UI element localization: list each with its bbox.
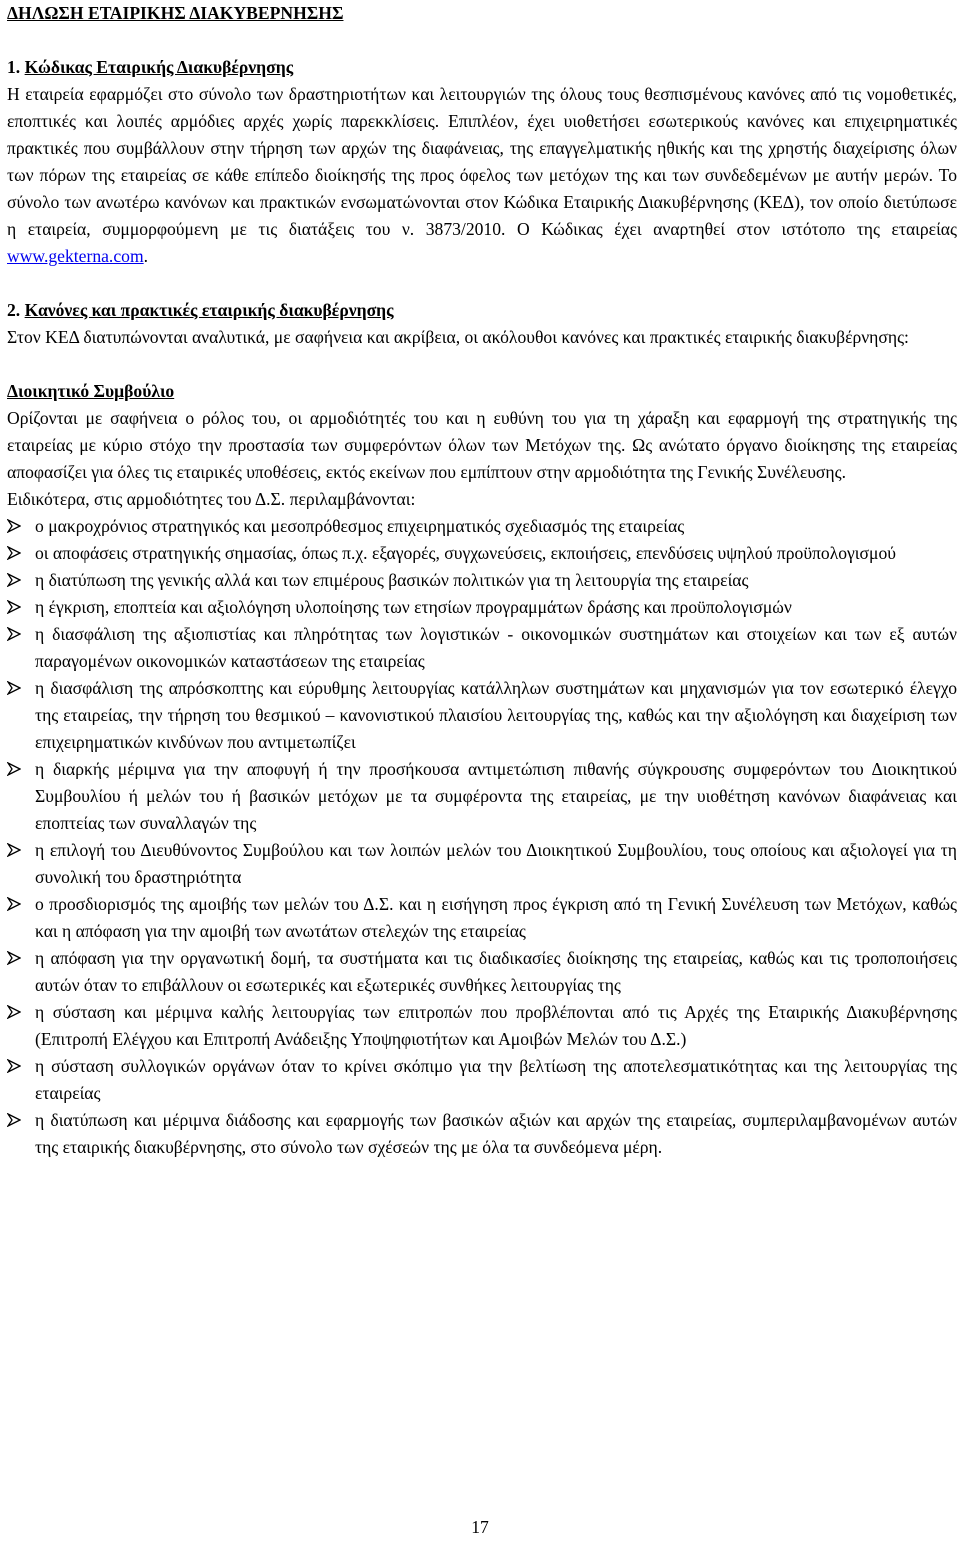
list-item bbox=[7, 1053, 957, 1107]
list-item-text: η διατύπωση της γενικής αλλά και των επιμέρους βασικών πολιτικών για τη λειτουργία της εταιρείας bbox=[35, 570, 749, 590]
company-website-link[interactable]: www.gekterna.com bbox=[7, 246, 144, 266]
list-item bbox=[7, 540, 957, 567]
arrowhead-bullet-icon bbox=[7, 600, 21, 614]
arrowhead-bullet-icon bbox=[7, 951, 21, 965]
list-item-text: η διασφάλιση της απρόσκοπτης και εύρυθμης λειτουργίας κατάλληλων συστημάτων και μηχανισμών για τον εσωτερικό έλεγχο της εταιρείας, την τήρηση του θεσμικού – κανονιστικού πλαισίου λειτουργίας της, καθώς και την αξιολόγηση και διαχείριση των επιχειρηματικών κινδύνων που αντιμετωπίζει bbox=[35, 678, 957, 752]
list-item-text: η σύσταση συλλογικών οργάνων όταν το κρίνει σκόπιμο για την βελτίωση της αποτελεσματικότητας και της λειτουργίας της εταιρείας bbox=[35, 1056, 957, 1103]
list-item-text: ο προσδιορισμός της αμοιβής των μελών του Δ.Σ. και η εισήγηση προς έγκριση από τη Γενική Συνέλευση των Μετόχων, καθώς και η απόφαση για την αμοιβή των ανωτάτων στελεχών της εταιρείας bbox=[35, 894, 957, 941]
list-item bbox=[7, 999, 957, 1053]
list-item bbox=[7, 891, 957, 945]
section-1-title: Κώδικας Εταιρικής Διακυβέρνησης bbox=[24, 57, 294, 77]
list-item-text: η διατύπωση και μέριμνα διάδοσης και εφαρμογής των βασικών αξιών και αρχών της εταιρείας, συμπεριλαμβανομένων αυτών της εταιρικής διακυβέρνησης, στο σύνολο των σχέσεών της με όλα τα συνδεόμενα μέρη. bbox=[35, 1110, 957, 1157]
list-item bbox=[7, 837, 957, 891]
list-item-text: η απόφαση για την οργανωτική δομή, τα συστήματα και τις διαδικασίες διοίκησης της εταιρείας, καθώς και τις τροποποιήσεις αυτών όταν το επιβάλλουν οι εσωτερικές και εξωτερικές συνθήκες λειτουργίας της bbox=[35, 948, 957, 995]
section-2-heading bbox=[7, 297, 957, 324]
arrowhead-bullet-icon bbox=[7, 573, 21, 587]
arrowhead-bullet-icon bbox=[7, 897, 21, 911]
list-item-text: η έγκριση, εποπτεία και αξιολόγηση υλοποίησης των ετησίων προγραμμάτων δράσης και προϋπολογισμών bbox=[35, 597, 792, 617]
arrowhead-bullet-icon bbox=[7, 681, 21, 695]
section-2-paragraph: Στον ΚΕΔ διατυπώνονται αναλυτικά, με σαφήνεια και ακρίβεια, οι ακόλουθοι κανόνες και πρακτικές εταιρικής διακυβέρνησης: bbox=[7, 327, 909, 347]
arrowhead-bullet-icon bbox=[7, 1059, 21, 1073]
list-item-text: η διασφάλιση της αξιοπιστίας και πληρότητας των λογιστικών - οικονομικών συστημάτων και στοιχείων και των εξ αυτών παραγομένων οικονομικών καταστάσεων της εταιρείας bbox=[35, 624, 957, 671]
section-1-text: Η εταιρεία εφαρμόζει στο σύνολο των δραστηριοτήτων και λειτουργιών της όλους τους θεσπισμένους κανόνες από τις νομοθετικές, εποπτικές και λοιπές αρμόδιες αρχές χωρίς παρεκκλίσεις. Επιπλέον, έχει υιοθετήσει εσωτερικούς κανόνες και επιχειρηματικές πρακτικές που συμβάλλουν στην τήρηση των αρχών της διαφάνειας, της επαγγελματικής ηθικής και της χρηστής διαχείρισης όλων των πόρων της εταιρείας σε κάθε επίπεδο διοίκησής της προς όφελος των μετόχων της και των συνδεδεμένων με αυτήν μερών. Το σύνολο των ανωτέρω κανόνων και πρακτικών ενσωματώνονται στον Κώδικα Εταιρικής Διακυβέρνησης (ΚΕΔ), τον οποίο διετύπωσε η εταιρεία, συμμορφούμενη με τις διατάξεις του ν. 3873/2010. Ο Κώδικας έχει αναρτηθεί στον ιστότοπο της εταιρείας bbox=[7, 84, 957, 239]
list-item-text: ο μακροχρόνιος στρατηγικός και μεσοπρόθεσμος επιχειρηματικός σχεδιασμός της εταιρείας bbox=[35, 516, 685, 536]
section-2-title: Κανόνες και πρακτικές εταιρικής διακυβέρνησης bbox=[24, 300, 394, 320]
list-item bbox=[7, 1107, 957, 1161]
spacer bbox=[7, 27, 957, 54]
list-item bbox=[7, 621, 957, 675]
arrowhead-bullet-icon bbox=[7, 627, 21, 641]
board-heading: Διοικητικό Συμβούλιο bbox=[7, 381, 175, 401]
arrowhead-bullet-icon bbox=[7, 519, 21, 533]
section-1-end: . bbox=[143, 246, 149, 266]
list-item bbox=[7, 675, 957, 756]
list-item bbox=[7, 756, 957, 837]
section-2-number: 2. bbox=[7, 300, 21, 320]
list-item bbox=[7, 567, 957, 594]
list-item-text: η επιλογή του Διευθύνοντος Συμβούλου και των λοιπών μελών του Διοικητικού Συμβουλίου, τους οποίους και αξιολογεί για τη συνολική του δραστηριότητα bbox=[35, 840, 957, 887]
list-item bbox=[7, 945, 957, 999]
board-paragraph-1: Ορίζονται με σαφήνεια ο ρόλος του, οι αρμοδιότητές του και η ευθύνη του για τη χάραξη και εφαρμογή της στρατηγικής της εταιρείας με κύριο στόχο την προστασία των συμφερόντων όλων των Μετόχων της. Ως ανώτατο όργανο διοίκησης της εταιρείας αποφασίζει για όλες τις εταιρικές υποθέσεις, εκτός εκείνων που εμπίπτουν στην αρμοδιότητα της Γενικής Συνέλευσης. bbox=[7, 408, 957, 482]
arrowhead-bullet-icon bbox=[7, 762, 21, 776]
list-item-text: η σύσταση και μέριμνα καλής λειτουργίας των επιτροπών που προβλέπονται από τις Αρχές της Εταιρικής Διακυβέρνησης (Επιτροπή Ελέγχου και Επιτροπή Ανάδειξης Υποψηφιοτήτων και Αμοιβών Μελών του Δ.Σ.) bbox=[35, 1002, 957, 1049]
page-number: 17 bbox=[471, 1517, 489, 1537]
arrowhead-bullet-icon bbox=[7, 546, 21, 560]
spacer bbox=[7, 270, 957, 297]
arrowhead-bullet-icon bbox=[7, 843, 21, 857]
list-item-text: η διαρκής μέριμνα για την αποφυγή ή την προσήκουσα αντιμετώπιση πιθανής σύγκρουσης συμφερόντων του Διοικητικού Συμβουλίου ή μελών του ή βασικών μετόχων με τα συμφέροντα της εταιρείας, με την υιοθέτηση κανόνων διαφάνειας και εποπτείας των συναλλαγών της bbox=[35, 759, 957, 833]
section-1-number: 1. bbox=[7, 57, 21, 77]
spacer bbox=[7, 351, 957, 378]
arrowhead-bullet-icon bbox=[7, 1113, 21, 1127]
list-item bbox=[7, 594, 957, 621]
section-1-paragraph bbox=[7, 81, 957, 270]
document-title: ΔΗΛΩΣΗ ΕΤΑΙΡΙΚΗΣ ΔΙΑΚΥΒΕΡΝΗΣΗΣ bbox=[7, 3, 344, 23]
list-item bbox=[7, 513, 957, 540]
document-page bbox=[7, 0, 957, 1161]
list-item-text: οι αποφάσεις στρατηγικής σημασίας, όπως π.χ. εξαγορές, συγχωνεύσεις, εκποιήσεις, επενδύσεις υψηλού προϋπολογισμού bbox=[35, 543, 896, 563]
section-1-heading bbox=[7, 54, 957, 81]
board-responsibilities-list bbox=[7, 513, 957, 1161]
board-paragraph-2: Ειδικότερα, στις αρμοδιότητες του Δ.Σ. περιλαμβάνονται: bbox=[7, 489, 416, 509]
arrowhead-bullet-icon bbox=[7, 1005, 21, 1019]
